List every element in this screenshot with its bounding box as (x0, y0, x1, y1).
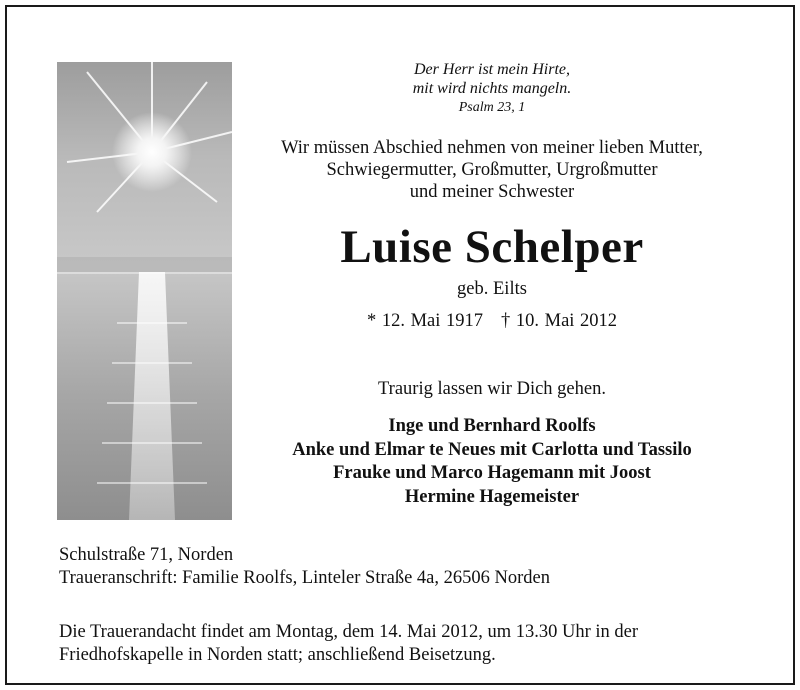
intro-line-2: Schwiegermutter, Großmutter, Urgroßmutter (326, 160, 658, 180)
life-dates (242, 310, 742, 332)
intro-text (242, 137, 742, 203)
death-date: † 10. Mai 2012 (501, 311, 618, 331)
service-line-2: Friedhofskapelle in Norden statt; anschließend Beisetzung. (59, 644, 496, 665)
mourners-list (242, 415, 742, 509)
address-line-1: Schulstraße 71, Norden (59, 545, 234, 565)
service-line-1: Die Trauerandacht findet am Montag, dem 14. Mai 2012, um 13.30 Uhr in der (59, 622, 639, 642)
verse-line-2: mit wird nichts mangeln. (412, 80, 572, 97)
mourner-entry: Frauke und Marco Hagemann mit Joost (333, 463, 651, 483)
farewell-text: Traurig lassen wir Dich gehen. (378, 379, 606, 399)
mourner-entry: Hermine Hagemeister (404, 486, 580, 507)
sunset-sea-image (57, 62, 232, 520)
verse-reference: Psalm 23, 1 (458, 100, 526, 115)
birth-date: * 12. Mai 1917 (366, 311, 483, 331)
address-line-2: Traueranschrift: Familie Roolfs, Linteler Straße 4a, 26506 Norden (59, 567, 550, 588)
service-info (59, 621, 638, 666)
intro-line-3: und meiner Schwester (409, 182, 575, 202)
mourner-entry: Anke und Elmar te Neues mit Carlotta und Tassilo (292, 439, 692, 460)
deceased-name: Luise Schelper (340, 221, 644, 273)
psalm-verse (242, 60, 742, 117)
maiden-name: geb. Eilts (457, 279, 527, 299)
address-block (59, 544, 550, 589)
intro-line-1: Wir müssen Abschied nehmen von meiner lieben Mutter, (281, 138, 703, 158)
obituary-notice (5, 5, 795, 685)
mourner-entry: Inge und Bernhard Roolfs (388, 416, 596, 436)
verse-line-1: Der Herr ist mein Hirte, (414, 61, 570, 78)
